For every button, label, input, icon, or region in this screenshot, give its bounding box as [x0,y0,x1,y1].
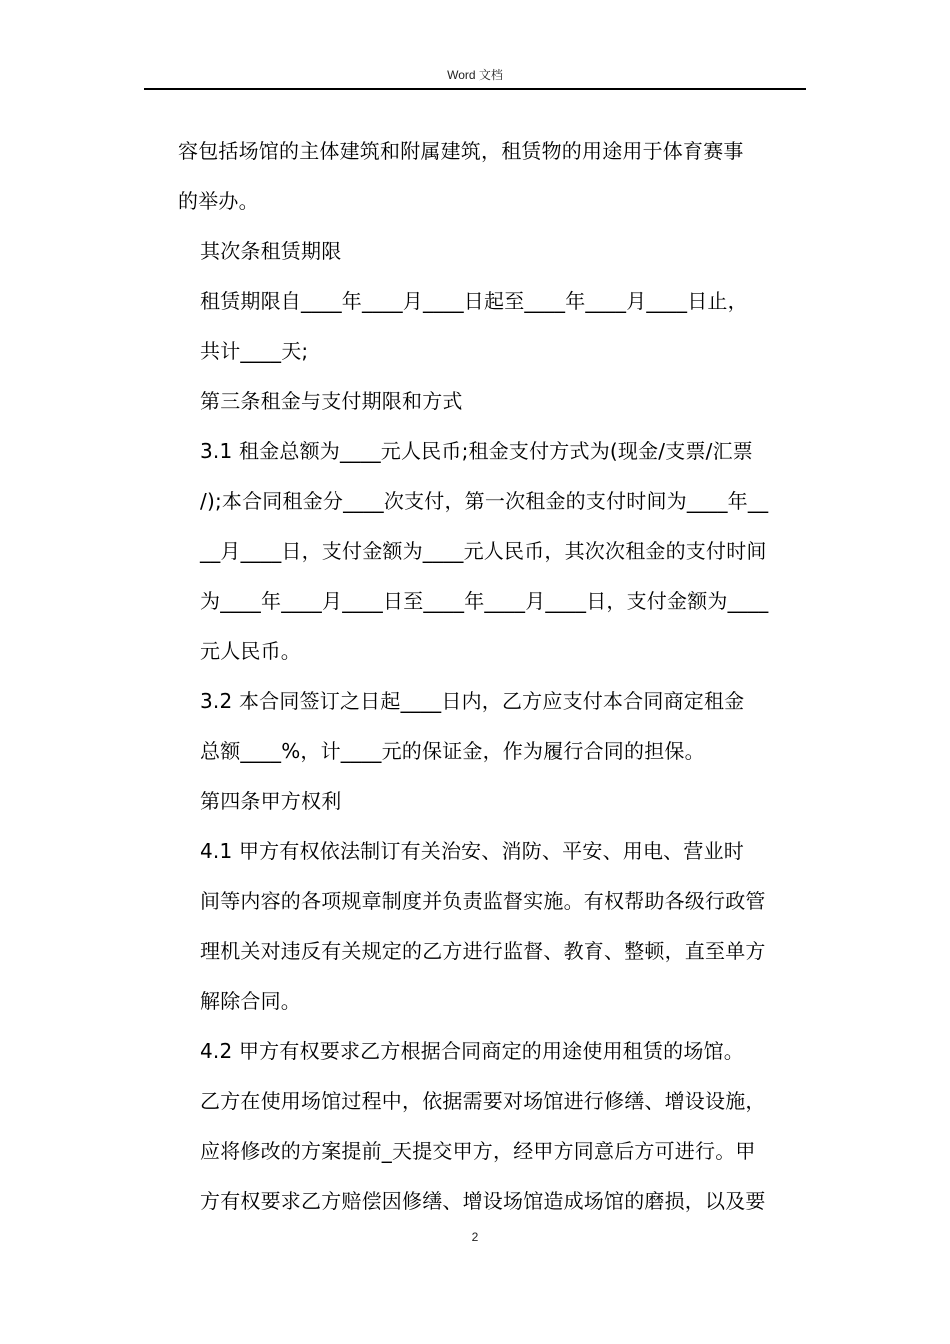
text-line: 第三条租金与支付期限和方式 [200,389,463,413]
text-line: 租赁期限自____年____月____日起至____年____月____日止， [200,289,748,313]
paragraph [178,676,808,776]
text-line: 乙方在使用场馆过程中，依据需要对场馆进行修缮、增设设施， [200,1089,766,1113]
text-line: 第四条甲方权利 [200,789,342,813]
page-number: 2 [471,1230,479,1244]
paragraph [178,776,808,826]
text-line: 4.1 甲方有权依法制订有关治安、消防、平安、用电、营业时 [200,839,744,863]
text-line: 为____年____月____日至____年____月____日，支付金额为____ [200,589,769,613]
text-line: 总额____%，计____元的保证金，作为履行合同的担保。 [200,739,705,763]
text-line: 元人民币。 [200,639,301,663]
text-line: 3.1 租金总额为____元人民币;租金支付方式为(现金/支票/汇票 [200,439,753,463]
paragraph [178,426,808,676]
text-line: 容包括场馆的主体建筑和附属建筑，租赁物的用途用于体育赛事 [178,139,744,163]
text-line: 的举办。 [178,189,259,213]
page-header [144,66,806,90]
text-line: 理机关对违反有关规定的乙方进行监督、教育、整顿，直至单方 [200,939,766,963]
paragraph [178,126,808,226]
text-line: 共计____天; [200,339,309,363]
text-line: 间等内容的各项规章制度并负责监督实施。有权帮助各级行政管 [200,889,766,913]
text-line: /);本合同租金分____次支付，第一次租金的支付时间为____年__ [200,489,769,513]
text-line: 方有权要求乙方赔偿因修缮、增设场馆造成场馆的磨损，以及要 [200,1189,766,1213]
paragraph [178,226,808,276]
text-line: 4.2 甲方有权要求乙方根据合同商定的用途使用租赁的场馆。 [200,1039,744,1063]
text-line: 解除合同。 [200,989,301,1013]
paragraph [178,1026,808,1226]
paragraph [178,826,808,1026]
text-line: __月____日，支付金额为____元人民币，其次次租金的支付时间 [200,539,767,563]
text-line: 应将修改的方案提前_天提交甲方，经甲方同意后方可进行。甲 [200,1139,756,1163]
text-line: 其次条租赁期限 [200,239,342,263]
paragraph [178,376,808,426]
header-title: Word 文档 [447,68,503,82]
text-line: 3.2 本合同签订之日起____日内，乙方应支付本合同商定租金 [200,689,745,713]
document-body [178,126,808,1226]
paragraph [178,276,808,376]
